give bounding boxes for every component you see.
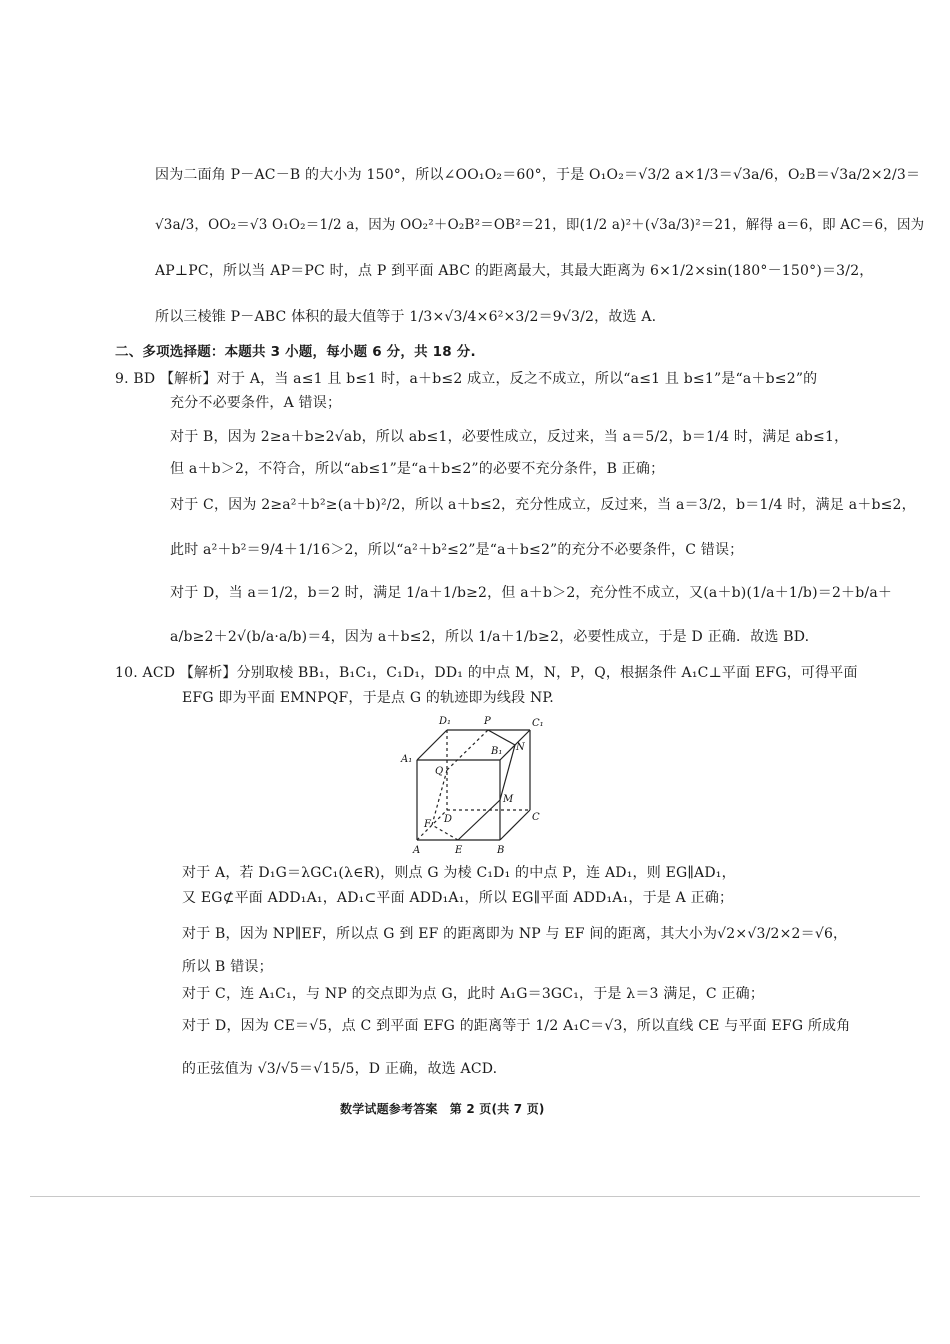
label-a: A (413, 845, 421, 856)
solution-9-line-4: 但 a＋b＞2，不符合，所以“ab≤1”是“a＋b≤2”的必要不充分条件，B 正确； (170, 461, 665, 477)
solution-9-line-8: a/b≥2＋2√(b/a·a/b)＝4，因为 a＋b≤2，所以 1/a＋1/b≥2，必要性成立，于是 D 正确．故选 BD. (170, 629, 810, 645)
solution-10-line-6: 所以 B 错误； (182, 959, 273, 975)
solution-9-line-6: 此时 a²＋b²＝9/4＋1/16＞2，所以“a²＋b²≤2”是“a＋b≤2”的充分不必要条件，C 错误； (170, 542, 744, 558)
cube-diagram (395, 710, 565, 860)
page-footer: 数学试题参考答案 第 2 页(共 7 页) (340, 1102, 545, 1116)
label-q: Q (435, 766, 444, 777)
solution-8-line-3: AP⊥PC，所以当 AP＝PC 时，点 P 到平面 ABC 的距离最大，其最大距离为 6×1/2×sin(180°－150°)＝3/2， (155, 263, 874, 279)
label-d1: D₁ (439, 716, 452, 727)
segment-q-p (447, 730, 488, 770)
label-n: N (516, 742, 525, 753)
solution-9-line-7: 对于 D，当 a＝1/2，b＝2 时，满足 1/a＋1/b≥2，但 a＋b＞2，充分性不成立，又(a＋b)(1/a＋1/b)＝2＋b/a＋ (170, 585, 893, 601)
label-c1: C₁ (532, 718, 544, 729)
label-f: F (424, 819, 431, 830)
edge-c-b (500, 810, 530, 840)
solution-8-line-2: √3a/3，OO₂＝√3 O₁O₂＝1/2 a，因为 OO₂²＋O₂B²＝OB²＝21，即(1/2 a)²＋(√3a/3)²＝21，解得 a＝6，即 AC＝6，因为 (155, 217, 925, 233)
segment-m-e (458, 800, 500, 840)
solution-10-line-8: 对于 D，因为 CE＝√5，点 C 到平面 EFG 的距离等于 1/2 A₁C＝√3，所以直线 CE 与平面 EFG 所成角 (182, 1018, 851, 1034)
solution-10-line-2: EFG 即为平面 EMNPQF，于是点 G 的轨迹即为线段 NP. (182, 690, 554, 706)
label-b: B (497, 845, 505, 856)
solution-9-line-2: 充分不必要条件，A 错误； (170, 395, 342, 411)
label-c: C (532, 812, 540, 823)
label-b1: B₁ (491, 746, 503, 757)
solution-9-line-3: 对于 B，因为 2≥a＋b≥2√ab，所以 ab≤1，必要性成立，反过来，当 a＝5/2，b＝1/4 时，满足 ab≤1， (170, 429, 849, 445)
cube-diagram-svg (395, 710, 565, 860)
section-heading: 二、多项选择题：本题共 3 小题，每小题 6 分，共 18 分. (115, 344, 476, 360)
bottom-divider (30, 1196, 920, 1197)
segment-p-n (488, 730, 515, 745)
solution-10-line-4: 又 EG⊄平面 ADD₁A₁，AD₁⊂平面 ADD₁A₁，所以 EG∥平面 ADD₁A₁，于是 A 正确； (182, 890, 734, 906)
solution-10-line-9: 的正弦值为 √3/√5＝√15/5，D 正确，故选 ACD. (182, 1061, 498, 1077)
solution-10-line-3: 对于 A，若 D₁G＝λGC₁(λ∈R)，则点 G 为棱 C₁D₁ 的中点 P，连 AD₁，则 EG∥AD₁， (182, 865, 736, 881)
label-a1: A₁ (401, 754, 413, 765)
label-m: M (503, 794, 514, 805)
solution-10-line-5: 对于 B，因为 NP∥EF，所以点 G 到 EF 的距离即为 NP 与 EF 间的距离，其大小为√2×√3/2×2＝√6， (182, 926, 848, 942)
solution-10-line-7: 对于 C，连 A₁C₁，与 NP 的交点即为点 G，此时 A₁G＝3GC₁，于是 λ＝3 满足，C 正确； (182, 986, 765, 1002)
label-d: D (444, 814, 453, 825)
solution-9-line-1: 9. BD 【解析】对于 A，当 a≤1 且 b≤1 时，a＋b≤2 成立，反之不成立，所以“a≤1 且 b≤1”是“a＋b≤2”的 (115, 371, 818, 387)
solution-8-line-1: 因为二面角 P－AC－B 的大小为 150°，所以∠OO₁O₂＝60°，于是 O₁O₂＝√3/2 a×1/3＝√3a/6，O₂B＝√3a/2×2/3＝ (155, 167, 921, 183)
solution-9-line-5: 对于 C，因为 2≥a²＋b²≥(a＋b)²/2，所以 a＋b≤2，充分性成立，反过来，当 a＝3/2，b＝1/4 时，满足 a＋b≤2， (170, 497, 916, 513)
segment-e-f (432, 825, 458, 840)
label-e: E (455, 845, 463, 856)
edge-a1-d1 (417, 730, 447, 760)
solution-10-line-1: 10. ACD 【解析】分别取棱 BB₁，B₁C₁，C₁D₁，DD₁ 的中点 M，N，P，Q，根据条件 A₁C⊥平面 EFG，可得平面 (115, 665, 858, 681)
label-p: P (484, 716, 491, 727)
solution-8-line-4: 所以三棱锥 P－ABC 体积的最大值等于 1/3×√3/4×6²×3/2＝9√3/2，故选 A. (155, 309, 657, 325)
